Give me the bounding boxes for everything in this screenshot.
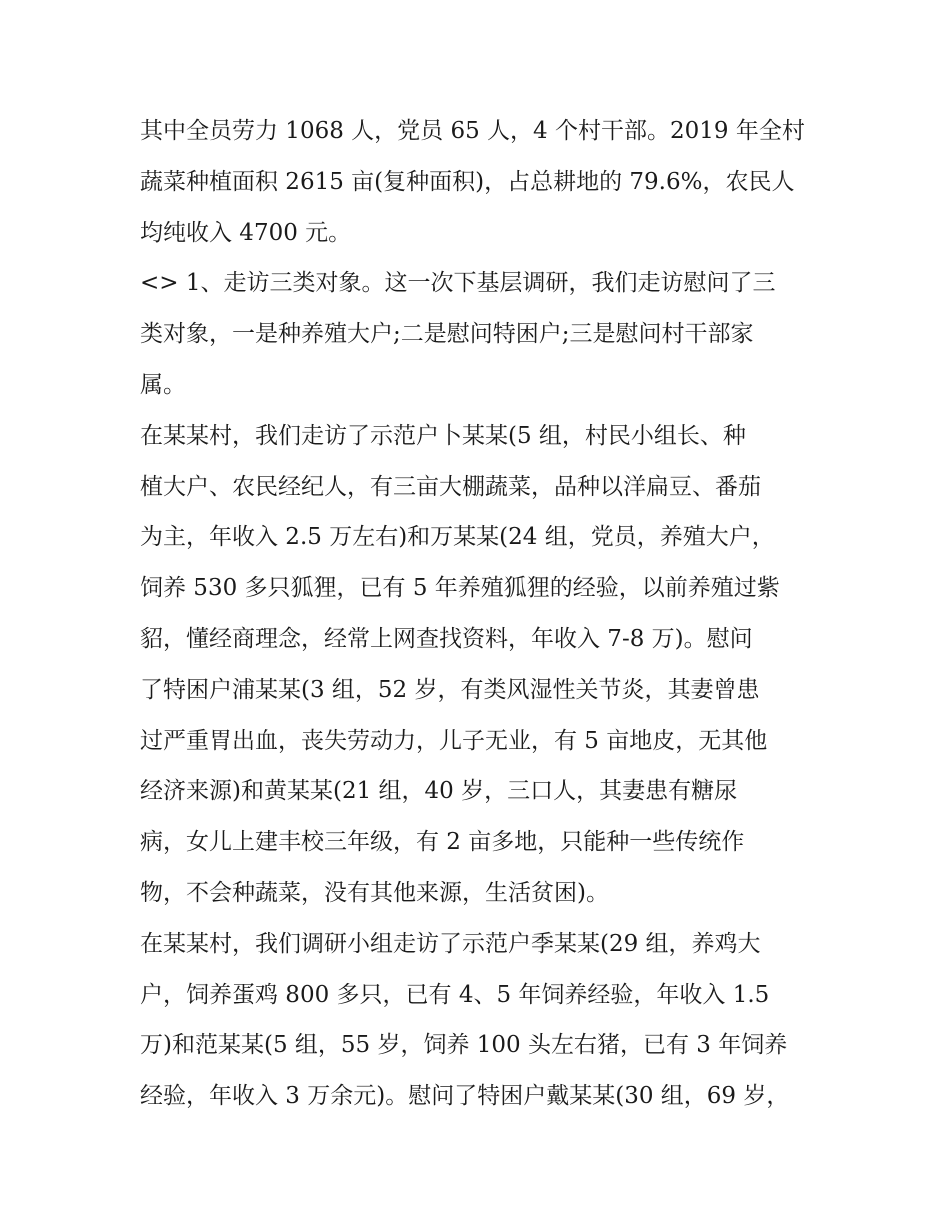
text-line: 户，饲养蛋鸡 800 多只，已有 4、5 年饲养经验，年收入 1.5	[140, 981, 770, 1008]
text-line: 在某某村，我们走访了示范户卜某某(5 组，村民小组长、种	[140, 422, 746, 449]
text-line: 饲养 530 多只狐狸，已有 5 年养殖狐狸的经验，以前养殖过紫	[140, 575, 780, 602]
text-line: 属。	[140, 371, 186, 398]
text-line: <> 1、走访三类对象。这一次下基层调研，我们走访慰问了三	[140, 270, 776, 297]
text-line: 均纯收入 4700 元。	[140, 219, 352, 246]
text-line: 万)和范某某(5 组，55 岁，饲养 100 头左右猪，已有 3 年饲养	[140, 1032, 788, 1059]
text-line: 病，女儿上建丰校三年级，有 2 亩多地，只能种一些传统作	[140, 829, 745, 856]
text-line: 为主，年收入 2.5 万左右)和万某某(24 组，党员，养殖大户，	[140, 524, 775, 551]
text-line: 植大户、农民经纪人，有三亩大棚蔬菜，品种以洋扁豆、番茄	[140, 473, 761, 500]
text-line: 貂，懂经商理念，经常上网查找资料，年收入 7-8 万)。慰问	[140, 625, 753, 652]
text-line: 类对象，一是种养殖大户;二是慰问特困户;三是慰问村干部家	[140, 321, 754, 348]
text-line: 经济来源)和黄某某(21 组，40 岁，三口人，其妻患有糖尿	[140, 778, 738, 805]
text-line: 物，不会种蔬菜，没有其他来源，生活贫困)。	[140, 879, 609, 906]
text-line: 在某某村，我们调研小组走访了示范户季某某(29 组，养鸡大	[140, 930, 761, 957]
text-line: 蔬菜种植面积 2615 亩(复种面积)，占总耕地的 79.6%，农民人	[140, 168, 795, 195]
text-line: 其中全员劳力 1068 人，党员 65 人，4 个村干部。2019 年全村	[140, 118, 805, 144]
text-line: 经验，年收入 3 万余元)。慰问了特困户戴某某(30 组，69 岁，	[140, 1083, 790, 1110]
text-line: 了特困户浦某某(3 组，52 岁，有类风湿性关节炎，其妻曾患	[140, 676, 760, 703]
body-text	[140, 112, 820, 1128]
text-line: 过严重胃出血，丧失劳动力，儿子无业，有 5 亩地皮，无其他	[140, 727, 768, 754]
